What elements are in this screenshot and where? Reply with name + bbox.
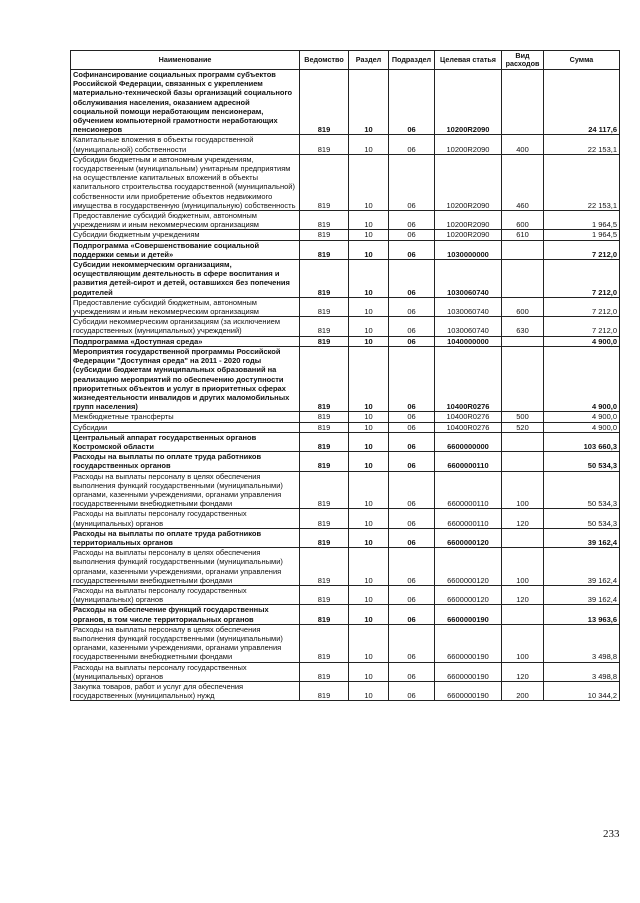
table-row [71,452,620,471]
row-department: 819 [300,548,349,586]
row-department: 819 [300,585,349,604]
row-target-article: 10200R2090 [435,154,502,210]
row-department: 819 [300,317,349,336]
row-amount: 39 162,4 [544,548,620,586]
row-target-article: 6600000190 [435,662,502,681]
row-expense-type: 100 [502,471,544,509]
row-target-article: 6600000110 [435,471,502,509]
row-name: Субсидии бюджетным учреждениям [71,230,300,240]
table-row [71,471,620,509]
row-name: Расходы на выплаты персоналу государственных (муниципальных) органов [71,509,300,528]
row-amount: 39 162,4 [544,585,620,604]
table-row [71,509,620,528]
row-expense-type: 610 [502,230,544,240]
table-row [71,230,620,240]
row-target-article: 10200R2090 [435,230,502,240]
row-amount: 4 900,0 [544,346,620,411]
row-section: 10 [349,662,389,681]
row-amount: 7 212,0 [544,297,620,316]
table-row [71,585,620,604]
row-expense-type [502,528,544,547]
row-section: 10 [349,471,389,509]
row-expense-type: 630 [502,317,544,336]
table-body [71,70,620,701]
table-row [71,70,620,135]
row-name: Предоставление субсидий бюджетным, автономным учреждениям и иным некоммерческим организациям [71,211,300,230]
row-name: Расходы на выплаты персоналу в целях обеспечения выполнения функций государственными (муниципальными) органами, казенными учреждениями, органами управления государственными внебюджетными фондами [71,548,300,586]
row-expense-type: 400 [502,135,544,154]
row-name: Субсидии некоммерческим организациям, осуществляющим деятельность в сфере воспитания и развития детей-сирот и детей, оставшихся без попечения родителей [71,260,300,298]
row-amount: 50 534,3 [544,471,620,509]
row-target-article: 6600000110 [435,509,502,528]
row-target-article: 6600000120 [435,548,502,586]
row-subsection: 06 [389,412,435,422]
row-section: 10 [349,297,389,316]
row-section: 10 [349,624,389,662]
table-row [71,624,620,662]
row-amount: 50 534,3 [544,509,620,528]
header-expense-type: Вид расходов [502,51,544,70]
row-target-article: 6600000190 [435,624,502,662]
row-expense-type: 600 [502,297,544,316]
table-row [71,432,620,451]
row-name: Субсидии некоммерческим организациям (за исключением государственных (муниципальных) учреждений) [71,317,300,336]
row-subsection: 06 [389,452,435,471]
row-name: Софинансирование социальных программ субъектов Российской Федерации, связанных с укреплением материально-технической базы организаций социального обслуживания населения, оказанием адресной социальной помощи неработающим пенсионерам, обучением компьютерной грамотности неработающих пенсионеров [71,70,300,135]
row-name: Подпрограмма «Совершенствование социальной поддержки семьи и детей» [71,240,300,259]
header-section: Раздел [349,51,389,70]
table-row [71,528,620,547]
row-subsection: 06 [389,154,435,210]
row-amount: 22 153,1 [544,154,620,210]
row-expense-type: 120 [502,585,544,604]
row-expense-type: 100 [502,624,544,662]
row-subsection: 06 [389,682,435,701]
row-expense-type: 520 [502,422,544,432]
row-subsection: 06 [389,422,435,432]
row-expense-type [502,452,544,471]
row-department: 819 [300,682,349,701]
row-amount: 4 900,0 [544,336,620,346]
row-department: 819 [300,336,349,346]
row-section: 10 [349,230,389,240]
row-subsection: 06 [389,662,435,681]
row-name: Центральный аппарат государственных органов Костромской области [71,432,300,451]
table-row [71,317,620,336]
row-name: Субсидии [71,422,300,432]
row-target-article: 1040000000 [435,336,502,346]
row-name: Расходы на выплаты по оплате труда работников территориальных органов [71,528,300,547]
row-section: 10 [349,422,389,432]
row-name: Расходы на выплаты персоналу государственных (муниципальных) органов [71,662,300,681]
row-amount: 7 212,0 [544,317,620,336]
row-department: 819 [300,528,349,547]
row-subsection: 06 [389,509,435,528]
row-expense-type: 200 [502,682,544,701]
row-section: 10 [349,585,389,604]
row-name: Расходы на выплаты персоналу в целях обеспечения выполнения функций государственными (муниципальными) органами, казенными учреждениями, органами управления государственными внебюджетными фондами [71,471,300,509]
row-department: 819 [300,240,349,259]
row-expense-type: 120 [502,662,544,681]
row-section: 10 [349,509,389,528]
row-target-article: 1030060740 [435,317,502,336]
page-number: 233 [603,828,620,840]
table-row [71,662,620,681]
row-name: Расходы на выплаты персоналу государственных (муниципальных) органов [71,585,300,604]
row-amount: 4 900,0 [544,422,620,432]
header-amount: Сумма [544,51,620,70]
row-department: 819 [300,297,349,316]
row-department: 819 [300,412,349,422]
row-target-article: 1030060740 [435,260,502,298]
row-section: 10 [349,336,389,346]
header-target-article: Целевая статья [435,51,502,70]
row-amount: 50 534,3 [544,452,620,471]
row-amount: 13 963,6 [544,605,620,624]
row-subsection: 06 [389,230,435,240]
row-amount: 39 162,4 [544,528,620,547]
table-row [71,211,620,230]
row-department: 819 [300,346,349,411]
row-subsection: 06 [389,336,435,346]
table-header-row [71,51,620,70]
row-target-article: 6600000190 [435,605,502,624]
row-target-article: 10400R0276 [435,412,502,422]
row-amount: 4 900,0 [544,412,620,422]
row-expense-type [502,240,544,259]
row-name: Расходы на выплаты по оплате труда работников государственных органов [71,452,300,471]
row-expense-type [502,336,544,346]
row-department: 819 [300,624,349,662]
row-amount: 24 117,6 [544,70,620,135]
table-row [71,412,620,422]
row-target-article: 6600000000 [435,432,502,451]
row-name: Расходы на выплаты персоналу в целях обеспечения выполнения функций государственными (муниципальными) органами, казенными учреждениями, органами управления государственными внебюджетными фондами [71,624,300,662]
row-name: Закупка товаров, работ и услуг для обеспечения государственных (муниципальных) нужд [71,682,300,701]
row-expense-type: 120 [502,509,544,528]
row-name: Капитальные вложения в объекты государственной (муниципальной) собственности [71,135,300,154]
table-row [71,336,620,346]
row-section: 10 [349,528,389,547]
row-section: 10 [349,135,389,154]
header-subsection: Подраздел [389,51,435,70]
row-amount: 7 212,0 [544,260,620,298]
row-subsection: 06 [389,317,435,336]
row-subsection: 06 [389,624,435,662]
row-amount: 103 660,3 [544,432,620,451]
table-row [71,605,620,624]
row-name: Подпрограмма «Доступная среда» [71,336,300,346]
row-target-article: 6600000120 [435,585,502,604]
table-row [71,260,620,298]
row-expense-type [502,346,544,411]
row-department: 819 [300,605,349,624]
row-department: 819 [300,452,349,471]
row-section: 10 [349,605,389,624]
header-department: Ведомство [300,51,349,70]
row-subsection: 06 [389,528,435,547]
row-subsection: 06 [389,605,435,624]
row-amount: 7 212,0 [544,240,620,259]
row-subsection: 06 [389,240,435,259]
row-section: 10 [349,317,389,336]
row-target-article: 1030060740 [435,297,502,316]
row-section: 10 [349,346,389,411]
row-section: 10 [349,154,389,210]
row-department: 819 [300,422,349,432]
budget-table [70,50,620,701]
row-expense-type [502,260,544,298]
row-section: 10 [349,548,389,586]
row-department: 819 [300,135,349,154]
row-expense-type [502,432,544,451]
row-amount: 3 498,8 [544,624,620,662]
row-section: 10 [349,211,389,230]
row-subsection: 06 [389,432,435,451]
row-amount: 10 344,2 [544,682,620,701]
row-department: 819 [300,154,349,210]
row-target-article: 6600000190 [435,682,502,701]
row-expense-type [502,70,544,135]
row-department: 819 [300,230,349,240]
row-department: 819 [300,509,349,528]
row-department: 819 [300,70,349,135]
row-name: Расходы на обеспечение функций государственных органов, в том числе территориальных органов [71,605,300,624]
row-subsection: 06 [389,260,435,298]
row-target-article: 6600000110 [435,452,502,471]
row-section: 10 [349,682,389,701]
row-target-article: 10200R2090 [435,211,502,230]
row-name: Субсидии бюджетным и автономным учреждениям, государственным (муниципальным) унитарным предприятиям на осуществление капитальных вложений в объекты капитального строительства государственной (муниципальной) собственности или приобретение объектов недвижимого имущества в государственную (муниципальную) собственность [71,154,300,210]
table-row [71,346,620,411]
row-name: Предоставление субсидий бюджетным, автономным учреждениям и иным некоммерческим организациям [71,297,300,316]
row-department: 819 [300,260,349,298]
row-target-article: 10200R2090 [435,135,502,154]
table-row [71,240,620,259]
row-target-article: 10400R0276 [435,346,502,411]
row-expense-type [502,605,544,624]
row-subsection: 06 [389,297,435,316]
table-row [71,682,620,701]
row-amount: 22 153,1 [544,135,620,154]
row-target-article: 6600000120 [435,528,502,547]
row-target-article: 1030000000 [435,240,502,259]
row-section: 10 [349,240,389,259]
row-subsection: 06 [389,585,435,604]
row-target-article: 10200R2090 [435,70,502,135]
table-row [71,422,620,432]
row-expense-type: 100 [502,548,544,586]
row-subsection: 06 [389,70,435,135]
row-name: Мероприятия государственной программы Российской Федерации "Доступная среда" на 2011 - 2020 годы (субсидии бюджетам муниципальных образований на реализацию мероприятий по обеспечению доступности приоритетных объектов и услуг в приоритетных сферах жизнедеятельности инвалидов и других маломобильных групп населения) [71,346,300,411]
row-expense-type: 500 [502,412,544,422]
table-row [71,548,620,586]
table-row [71,154,620,210]
row-amount: 3 498,8 [544,662,620,681]
row-expense-type: 460 [502,154,544,210]
row-department: 819 [300,211,349,230]
header-name: Наименование [71,51,300,70]
row-subsection: 06 [389,211,435,230]
row-section: 10 [349,452,389,471]
row-department: 819 [300,432,349,451]
row-amount: 1 964,5 [544,211,620,230]
row-department: 819 [300,662,349,681]
row-section: 10 [349,432,389,451]
row-subsection: 06 [389,346,435,411]
row-department: 819 [300,471,349,509]
row-section: 10 [349,260,389,298]
row-section: 10 [349,70,389,135]
row-amount: 1 964,5 [544,230,620,240]
row-expense-type: 600 [502,211,544,230]
row-name: Межбюджетные трансферты [71,412,300,422]
row-section: 10 [349,412,389,422]
row-target-article: 10400R0276 [435,422,502,432]
table-row [71,135,620,154]
row-subsection: 06 [389,548,435,586]
row-subsection: 06 [389,135,435,154]
row-subsection: 06 [389,471,435,509]
table-row [71,297,620,316]
